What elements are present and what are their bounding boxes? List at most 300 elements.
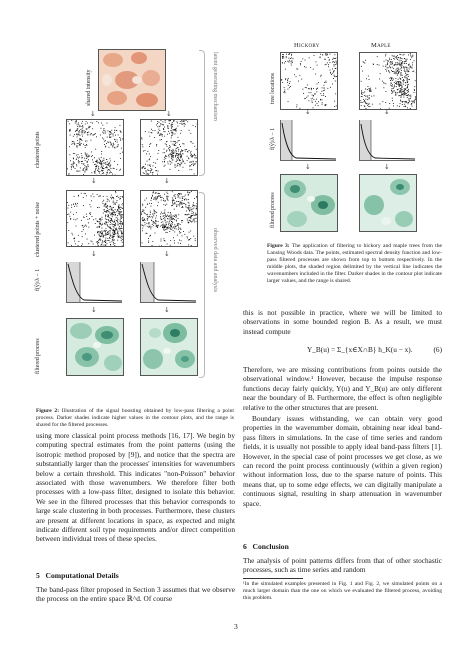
point-mark (117, 232, 118, 233)
point-mark (164, 166, 165, 167)
point-mark (78, 171, 79, 172)
filtered-process-b (140, 318, 198, 376)
point-mark (75, 131, 76, 132)
point-mark (151, 169, 152, 170)
point-mark (150, 168, 151, 169)
point-mark (172, 224, 173, 225)
point-mark (110, 158, 111, 159)
point-mark (160, 216, 161, 217)
point-mark (180, 228, 181, 229)
point-mark (162, 124, 163, 125)
point-mark (102, 132, 103, 133)
point-mark (147, 226, 148, 227)
point-mark (405, 92, 406, 93)
point-mark (185, 204, 186, 205)
point-mark (115, 135, 116, 136)
point-mark (102, 219, 103, 220)
point-mark (87, 165, 88, 166)
point-mark (97, 161, 98, 162)
point-mark (103, 160, 104, 161)
point-mark (87, 168, 88, 169)
point-mark (396, 56, 397, 57)
label-filtered: filtered process (270, 192, 276, 228)
point-mark (169, 145, 170, 146)
point-mark (115, 204, 116, 205)
point-mark (171, 162, 172, 163)
point-mark (149, 224, 150, 225)
point-mark (411, 103, 412, 104)
point-mark (145, 220, 146, 221)
point-mark (408, 103, 409, 104)
point-mark (283, 58, 284, 59)
point-mark (120, 153, 121, 154)
point-mark (82, 131, 83, 132)
point-mark (185, 149, 186, 150)
point-mark (152, 216, 153, 217)
point-mark (109, 211, 110, 212)
point-mark (305, 60, 306, 61)
point-mark (158, 225, 159, 226)
point-mark (401, 96, 402, 97)
point-mark (169, 149, 170, 150)
point-mark (178, 195, 179, 196)
point-mark (147, 214, 148, 215)
point-mark (309, 88, 310, 89)
point-mark (102, 161, 103, 162)
point-mark (282, 62, 283, 63)
point-mark (395, 94, 396, 95)
point-mark (171, 223, 172, 224)
point-mark (176, 153, 177, 154)
point-mark (122, 242, 123, 243)
point-mark (110, 228, 111, 229)
point-mark (398, 84, 399, 85)
point-mark (168, 196, 169, 197)
point-mark (335, 93, 336, 94)
point-mark (85, 169, 86, 170)
point-mark (397, 59, 398, 60)
point-mark (101, 167, 102, 168)
point-mark (194, 215, 195, 216)
point-mark (326, 55, 327, 56)
point-mark (184, 126, 185, 127)
point-mark (176, 229, 177, 230)
point-mark (142, 217, 143, 218)
point-mark (95, 133, 96, 134)
point-mark (392, 86, 393, 87)
point-mark (91, 241, 92, 242)
point-mark (175, 155, 176, 156)
point-mark (81, 157, 82, 158)
point-mark (111, 133, 112, 134)
point-mark (100, 231, 101, 232)
point-mark (117, 230, 118, 231)
point-mark (67, 214, 68, 215)
point-mark (122, 196, 123, 197)
point-mark (175, 226, 176, 227)
point-mark (365, 101, 366, 102)
point-mark (161, 134, 162, 135)
point-mark (402, 86, 403, 87)
point-mark (306, 67, 307, 68)
point-mark (121, 218, 122, 219)
point-mark (308, 100, 309, 101)
point-mark (94, 235, 95, 236)
point-mark (412, 106, 413, 107)
point-mark (142, 218, 143, 219)
point-mark (189, 214, 190, 215)
point-mark (110, 218, 111, 219)
point-mark (320, 99, 321, 100)
point-mark (71, 207, 72, 208)
point-mark (167, 127, 168, 128)
point-mark (189, 130, 190, 131)
point-mark (142, 205, 143, 206)
point-mark (170, 120, 171, 121)
point-mark (188, 205, 189, 206)
point-mark (189, 211, 190, 212)
point-mark (291, 61, 292, 62)
point-mark (83, 229, 84, 230)
point-mark (334, 66, 335, 67)
point-mark (285, 69, 286, 70)
point-mark (400, 101, 401, 102)
point-mark (91, 133, 92, 134)
point-mark (325, 64, 326, 65)
point-mark (107, 243, 108, 244)
point-mark (180, 152, 181, 153)
arrow-down-icon: ↓ (91, 250, 97, 258)
point-mark (183, 167, 184, 168)
point-mark (375, 88, 376, 89)
point-mark (154, 210, 155, 211)
point-mark (78, 131, 79, 132)
point-mark (372, 104, 373, 105)
point-mark (408, 74, 409, 75)
point-mark (385, 102, 386, 103)
point-mark (317, 103, 318, 104)
point-mark (179, 164, 180, 165)
point-mark (108, 232, 109, 233)
point-mark (101, 225, 102, 226)
point-mark (281, 80, 282, 81)
point-mark (152, 130, 153, 131)
point-mark (174, 228, 175, 229)
point-mark (288, 58, 289, 59)
point-mark (404, 54, 405, 55)
point-mark (178, 163, 179, 164)
point-mark (111, 209, 112, 210)
point-mark (120, 198, 121, 199)
point-mark (175, 215, 176, 216)
point-mark (368, 104, 369, 105)
point-mark (156, 215, 157, 216)
point-mark (181, 207, 182, 208)
point-mark (117, 219, 118, 220)
point-mark (166, 151, 167, 152)
point-mark (167, 162, 168, 163)
point-mark (150, 171, 151, 172)
point-mark (400, 54, 401, 55)
point-mark (174, 202, 175, 203)
point-mark (111, 220, 112, 221)
arrow-down-icon: ↓ (91, 306, 97, 314)
point-mark (118, 208, 119, 209)
point-mark (188, 209, 189, 210)
point-mark (111, 145, 112, 146)
point-mark (104, 231, 105, 232)
label-latent: latent generating mechanism (212, 52, 218, 121)
point-mark (395, 95, 396, 96)
point-mark (119, 237, 120, 238)
point-mark (332, 69, 333, 70)
point-mark (389, 72, 390, 73)
point-mark (306, 87, 307, 88)
point-mark (362, 102, 363, 103)
point-mark (394, 86, 395, 87)
point-mark (333, 78, 334, 79)
point-mark (194, 164, 195, 165)
point-mark (389, 103, 390, 104)
point-mark (402, 89, 403, 90)
point-mark (184, 203, 185, 204)
point-mark (317, 84, 318, 85)
point-mark (97, 163, 98, 164)
point-mark (394, 85, 395, 86)
point-mark (169, 161, 170, 162)
point-mark (191, 210, 192, 211)
point-mark (385, 66, 386, 67)
point-mark (325, 105, 326, 106)
point-mark (396, 82, 397, 83)
point-mark (391, 79, 392, 80)
point-mark (397, 71, 398, 72)
point-mark (162, 161, 163, 162)
point-mark (322, 99, 323, 100)
point-mark (367, 103, 368, 104)
point-mark (93, 219, 94, 220)
point-mark (157, 159, 158, 160)
point-mark (196, 218, 197, 219)
point-mark (145, 213, 146, 214)
point-mark (115, 224, 116, 225)
point-mark (143, 226, 144, 227)
point-mark (143, 220, 144, 221)
point-mark (330, 70, 331, 71)
point-mark (181, 240, 182, 241)
point-mark (179, 201, 180, 202)
point-mark (370, 90, 371, 91)
point-mark (408, 79, 409, 80)
point-mark (75, 123, 76, 124)
point-mark (189, 239, 190, 240)
point-mark (407, 59, 408, 60)
point-mark (322, 54, 323, 55)
point-mark (117, 221, 118, 222)
point-mark (191, 169, 192, 170)
point-mark (190, 161, 191, 162)
point-mark (390, 64, 391, 65)
point-mark (149, 159, 150, 160)
point-mark (141, 137, 142, 138)
point-mark (334, 75, 335, 76)
point-mark (164, 226, 165, 227)
point-mark (122, 217, 123, 218)
point-mark (117, 210, 118, 211)
point-mark (399, 91, 400, 92)
point-mark (403, 82, 404, 83)
point-mark (121, 236, 122, 237)
point-mark (163, 129, 164, 130)
point-mark (120, 237, 121, 238)
point-mark (414, 100, 415, 101)
point-mark (78, 195, 79, 196)
point-mark (113, 226, 114, 227)
point-mark (164, 127, 165, 128)
point-mark (406, 75, 407, 76)
point-mark (159, 193, 160, 194)
point-mark (101, 236, 102, 237)
point-mark (180, 224, 181, 225)
point-mark (389, 59, 390, 60)
point-mark (194, 198, 195, 199)
point-mark (408, 65, 409, 66)
point-mark (189, 232, 190, 233)
point-mark (312, 98, 313, 99)
point-mark (77, 137, 78, 138)
arrow-down-icon: ↓ (90, 110, 96, 118)
point-mark (323, 93, 324, 94)
point-mark (86, 129, 87, 130)
point-mark (326, 81, 327, 82)
point-mark (114, 243, 115, 244)
point-mark (146, 233, 147, 234)
point-mark (174, 195, 175, 196)
point-mark (403, 93, 404, 94)
point-mark (190, 217, 191, 218)
point-mark (114, 224, 115, 225)
point-mark (114, 215, 115, 216)
point-mark (178, 149, 179, 150)
point-mark (410, 95, 411, 96)
point-mark (165, 158, 166, 159)
point-mark (181, 163, 182, 164)
point-mark (168, 148, 169, 149)
point-mark (150, 211, 151, 212)
point-mark (336, 61, 337, 62)
point-mark (116, 169, 117, 170)
point-mark (100, 221, 101, 222)
point-mark (105, 164, 106, 165)
point-mark (309, 57, 310, 58)
point-mark (105, 224, 106, 225)
point-mark (112, 241, 113, 242)
point-mark (163, 229, 164, 230)
point-mark (174, 141, 175, 142)
point-mark (171, 150, 172, 151)
point-mark (101, 164, 102, 165)
point-mark (185, 206, 186, 207)
point-mark (144, 200, 145, 201)
point-mark (87, 134, 88, 135)
point-mark (104, 144, 105, 145)
point-mark (112, 210, 113, 211)
point-mark (104, 163, 105, 164)
point-mark (335, 64, 336, 65)
point-mark (367, 99, 368, 100)
point-mark (86, 195, 87, 196)
point-mark (95, 149, 96, 150)
point-mark (333, 72, 334, 73)
point-mark (164, 159, 165, 160)
point-mark (82, 128, 83, 129)
point-mark (163, 152, 164, 153)
point-mark (187, 220, 188, 221)
point-mark (174, 240, 175, 241)
point-mark (334, 54, 335, 55)
point-mark (182, 198, 183, 199)
point-mark (96, 165, 97, 166)
point-mark (74, 153, 75, 154)
point-mark (167, 126, 168, 127)
point-mark (402, 80, 403, 81)
point-mark (373, 64, 374, 65)
point-mark (157, 126, 158, 127)
point-mark (160, 195, 161, 196)
point-mark (294, 74, 295, 75)
point-mark (312, 95, 313, 96)
point-mark (193, 202, 194, 203)
point-mark (146, 172, 147, 173)
point-mark (172, 222, 173, 223)
point-mark (103, 245, 104, 246)
point-mark (374, 95, 375, 96)
point-mark (182, 150, 183, 151)
point-mark (90, 134, 91, 135)
point-mark (149, 236, 150, 237)
point-mark (175, 167, 176, 168)
point-mark (368, 99, 369, 100)
point-mark (174, 200, 175, 201)
point-mark (122, 233, 123, 234)
point-mark (74, 163, 75, 164)
point-mark (155, 167, 156, 168)
point-mark (105, 167, 106, 168)
point-mark (399, 60, 400, 61)
point-mark (163, 238, 164, 239)
point-mark (147, 151, 148, 152)
point-mark (121, 132, 122, 133)
point-mark (170, 169, 171, 170)
point-mark (115, 230, 116, 231)
point-mark (74, 143, 75, 144)
point-mark (179, 203, 180, 204)
point-mark (393, 87, 394, 88)
point-mark (75, 204, 76, 205)
point-mark (183, 120, 184, 121)
point-mark (181, 155, 182, 156)
point-mark (404, 63, 405, 64)
point-mark (78, 123, 79, 124)
point-mark (114, 231, 115, 232)
point-mark (366, 108, 367, 109)
point-mark (76, 212, 77, 213)
point-mark (89, 155, 90, 156)
point-mark (158, 150, 159, 151)
point-mark (193, 214, 194, 215)
point-mark (80, 135, 81, 136)
point-mark (368, 97, 369, 98)
